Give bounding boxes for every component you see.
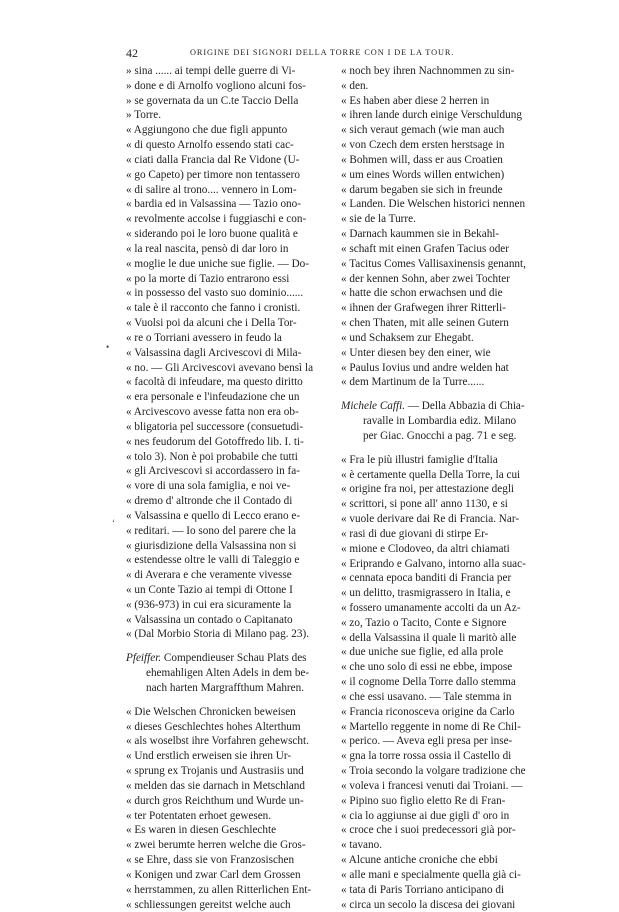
text-line: « dem Martinum de la Turre...... xyxy=(341,376,485,389)
text-line: « vuole derivare dai Re di Francia. Nar- xyxy=(341,513,520,526)
citation-author: Pfeiffer. xyxy=(126,652,162,665)
text-line: « Konigen und zwar Carl dem Grossen xyxy=(126,868,301,881)
text-line: « Landen. Die Welschen historici nennen xyxy=(341,198,526,211)
text-line: « Und erstlich erweisen sie ihren Ur- xyxy=(126,750,292,763)
text-line: « circa un secolo la discesa dei giovani xyxy=(341,898,516,911)
text-line: » done e di Arnolfo vogliono alcuni fos- xyxy=(126,79,306,92)
text-line: « di salire al trono.... vennero in Lom- xyxy=(126,183,297,196)
right-paragraph-6 xyxy=(341,853,527,912)
text-line: « di Averara e che veramente vivesse xyxy=(126,569,292,582)
left-citation xyxy=(126,651,316,695)
text-line: « Francia riconosceva origine da Carlo xyxy=(341,705,515,718)
text-line: « alle mani e specialmente quella già ci- xyxy=(341,868,521,881)
text-line: « ter Potentaten erhoet gewesen. xyxy=(126,809,272,822)
text-line: « Troia secondo la volgare tradizione che xyxy=(341,765,526,778)
left-column xyxy=(126,64,316,912)
margin-dot: • xyxy=(106,342,110,352)
right-paragraph-2 xyxy=(341,94,527,227)
text-line: « che essi usavano. — Tale stemma in xyxy=(341,690,512,703)
text-line: « tolo 3). Non è poi probabile che tutti xyxy=(126,450,298,463)
text-line: « perico. — Aveva egli presa per inse- xyxy=(341,735,513,748)
text-line: « melden das sie darnach in Metschland xyxy=(126,779,305,792)
right-paragraph-1 xyxy=(341,64,527,94)
text-line: « Arcivescovo avesse fatta non era ob- xyxy=(126,406,299,419)
right-paragraph-4 xyxy=(341,346,527,390)
text-line: « Es waren in diesen Geschlechte xyxy=(126,824,277,837)
text-line: « Unter diesen bey den einer, wie xyxy=(341,346,491,359)
text-line: « reditari. — Io sono del parere che la xyxy=(126,524,296,537)
right-citation xyxy=(341,399,527,443)
text-line: « den. xyxy=(341,79,369,92)
citation-line: per Giac. Gnocchi a pag. 71 e seg. xyxy=(363,429,517,442)
left-paragraph-4 xyxy=(126,823,316,912)
text-line: « gna la torre rossa ossia il Castello di xyxy=(341,750,512,763)
text-line: « fossero umanamente accolti da un Az- xyxy=(341,601,521,614)
text-line: « ihnen der Grafwegen ihrer Ritterli- xyxy=(341,302,506,315)
text-line: « ihren lande durch einige Verschuldung xyxy=(341,109,522,122)
text-line: « un Conte Tazio ai tempi di Ottone I xyxy=(126,583,293,596)
running-title: ORIGINE DEI SIGNORI DELLA TORRE CON I DE LA TOUR. xyxy=(190,48,455,57)
text-line: « sich veraut gemach (wie man auch xyxy=(341,124,505,137)
text-line: « re o Torriani avessero in feudo la xyxy=(126,331,282,344)
text-line: « cia lo aggiunse ai due gigli d' oro in xyxy=(341,809,510,822)
text-line: « tale è il racconto che fanno i cronisti. xyxy=(126,302,301,315)
text-line: « Tacitus Comes Vallisaxinensis genannt, xyxy=(341,257,526,270)
text-line: « giurisdizione della Valsassina non si xyxy=(126,539,297,552)
text-line: « po la morte di Tazio entrarono essi xyxy=(126,272,290,285)
text-line: « tata di Paris Torriano anticipano di xyxy=(341,883,505,896)
text-line: « Paulus Iovius und andre welden hat xyxy=(341,361,509,374)
text-line: « Valsassina dagli Arcivescovi di Mila- xyxy=(126,346,302,359)
text-line: « siderando poi le loro buone qualità e xyxy=(126,228,298,241)
text-line: « in possesso del vasto suo dominio...... xyxy=(126,287,304,300)
text-line: « zwei berumte herren welche die Gros- xyxy=(126,839,306,852)
text-line: « (936-973) in cui era sicuramente la xyxy=(126,598,292,611)
page-header xyxy=(126,46,514,62)
text-line: « sie de la Turre. xyxy=(341,213,416,226)
text-line: « tavano. xyxy=(341,839,383,852)
text-line: « cennata epoca banditi di Francia per xyxy=(341,572,512,585)
spacer xyxy=(126,696,316,705)
text-line: « scrittori, si pone all' anno 1130, e si xyxy=(341,498,508,511)
text-line: « Die Welschen Chronicken beweisen xyxy=(126,705,296,718)
citation-line: Pfeiffer. Compendieuser Schau Plats des xyxy=(126,652,307,665)
spacer xyxy=(341,444,527,453)
text-line: « un delitto, trasmigrassero in Italia, e xyxy=(341,587,511,600)
page-number: 42 xyxy=(126,46,138,60)
text-line: « revolmente accolse i fuggiaschi e con- xyxy=(126,213,307,226)
spacer xyxy=(341,390,527,399)
text-line: « il cognome Della Torre dallo stemma xyxy=(341,676,516,689)
text-line: « bardia ed in Valsassina — Tazio ono- xyxy=(126,198,301,211)
text-line: « um eines Words willen entwichen) xyxy=(341,168,505,181)
margin-tick: ‘ xyxy=(112,518,115,528)
text-line: « moglie le due uniche sue figlie. — Do- xyxy=(126,257,309,270)
text-line: « der kennen Sohn, aber zwei Tochter xyxy=(341,272,510,285)
text-line: « di questo Arnolfo essendo stati cac- xyxy=(126,139,294,152)
right-paragraph-5 xyxy=(341,453,527,853)
right-paragraph-3 xyxy=(341,227,527,346)
text-line: « due uniche sue figlie, ed alla prole xyxy=(341,646,504,659)
text-line: » sina ...... ai tempi delle guerre di Vi- xyxy=(126,65,296,77)
text-line: « zo, Tazio o Tacito, Conte e Signore xyxy=(341,616,507,629)
text-line: « gli Arcivescovi si accordassero in fa- xyxy=(126,465,300,478)
text-line: « darum begaben sie sich in freunde xyxy=(341,183,503,196)
text-line: « estendesse oltre le valli di Taleggio e xyxy=(126,554,300,567)
text-line: « la real nascita, pensò di dar loro in xyxy=(126,242,289,255)
text-line: « se Ehre, dass sie von Franzosischen xyxy=(126,854,295,867)
spacer xyxy=(126,642,316,651)
text-line: « Vuolsi poi da alcuni che i Della Tor- xyxy=(126,317,297,330)
text-line: « nes feudorum del Gotoffredo lib. I. ti- xyxy=(126,435,304,448)
text-line: « ciati dalla Francia dal Re Vidone (U- xyxy=(126,153,300,166)
citation-author: Michele Caffi. xyxy=(341,400,406,413)
text-line: « als woselbst ihre Vorfahren gehewscht. xyxy=(126,735,309,748)
text-line: « è certamente quella Della Torre, la cui xyxy=(341,468,521,481)
text-line: « rasi di due giovani di stirpe Er- xyxy=(341,527,489,540)
text-line: « herrstammen, zu allen Ritterlichen Ent- xyxy=(126,883,312,896)
right-column xyxy=(341,64,527,912)
text-line: « Fra le più illustri famiglie d'Italia xyxy=(341,453,498,466)
text-line: « (Dal Morbio Storia di Milano pag. 23). xyxy=(126,628,310,641)
citation-line: Michele Caffi. — Della Abbazia di Chia- xyxy=(341,400,525,413)
text-line: « Eriprando e Galvano, intorno alla suac- xyxy=(341,557,526,570)
text-line: « Es haben aber diese 2 herren in xyxy=(341,94,490,107)
text-line: « era personale e l'infeudazione che un xyxy=(126,391,300,404)
text-line: « Pipino suo figlio eletto Re di Fran- xyxy=(341,794,506,807)
left-paragraph-3 xyxy=(126,705,316,824)
text-line: « Alcune antiche croniche che ebbi xyxy=(341,854,498,867)
text-line: « dieses Geschlechtes hohes Alterthum xyxy=(126,720,301,733)
text-line: « go Capeto) per timore non tentassero xyxy=(126,168,300,181)
text-line: « Valsassina e quello di Lecco erano e- xyxy=(126,509,301,522)
text-line: « origine fra noi, per attestazione degli xyxy=(341,483,515,496)
text-line: « mione e Clodoveo, da altri chiamati xyxy=(341,542,510,555)
text-line: « von Czech dem ersten herstsage in xyxy=(341,139,505,152)
text-line: « hatte die schon erwachsen und die xyxy=(341,287,503,300)
text-line: « durch gros Reichthum und Wurde un- xyxy=(126,794,304,807)
text-line: « bligatoria pel successore (consuetudi- xyxy=(126,420,304,433)
text-line: « che uno solo di essi ne ebbe, impose xyxy=(341,661,513,674)
text-line: « noch bey ihren Nachnommen zu sin- xyxy=(341,65,515,77)
text-line: « facoltà di infeudare, ma questo diritto xyxy=(126,376,303,389)
text-line: « croce che i suoi predecessori già por- xyxy=(341,824,516,837)
text-line: « und Schaksem zur Ehegabt. xyxy=(341,331,474,344)
text-line: « chen Thaten, mit alle seinen Gutern xyxy=(341,317,509,330)
citation-line: nach harten Margraffthum Mahren. xyxy=(146,681,305,694)
left-paragraph-1 xyxy=(126,64,316,123)
text-line: « Martello reggente in nome di Re Chil- xyxy=(341,720,521,733)
text-line: « voleva i francesi venuti dai Troiani. — xyxy=(341,779,523,792)
text-line: » Torre. xyxy=(126,109,162,122)
text-line: « sprung ex Trojanis und Austrasiis und xyxy=(126,765,304,778)
text-line: » se governata da un C.te Taccio Della xyxy=(126,94,299,107)
text-line: « Valsassina un contado o Capitanato xyxy=(126,613,293,626)
text-line: « dremo d' altronde che il Contado di xyxy=(126,495,293,508)
text-line: « no. — Gli Arcivescovi avevano bensì la xyxy=(126,361,314,374)
citation-line: ravalle in Lombardia ediz. Milano xyxy=(363,415,517,428)
text-line: « Aggiungono che due figli appunto xyxy=(126,124,288,137)
text-line: « schaft mit einen Grafen Tacius oder xyxy=(341,242,510,255)
text-line: « Bohmen will, dass er aus Croatien xyxy=(341,153,503,166)
text-line: « Darnach kaummen sie in Bekahl- xyxy=(341,228,500,241)
text-line: « vore di una sola famiglia, e noi ve- xyxy=(126,480,291,493)
left-paragraph-2 xyxy=(126,123,316,642)
text-line: « schliessungen gereitst welche auch xyxy=(126,898,291,911)
citation-line: ehemahligen Alten Adels in dem be- xyxy=(146,667,310,680)
text-line: « della Valsassina il quale li maritò alle xyxy=(341,631,517,644)
